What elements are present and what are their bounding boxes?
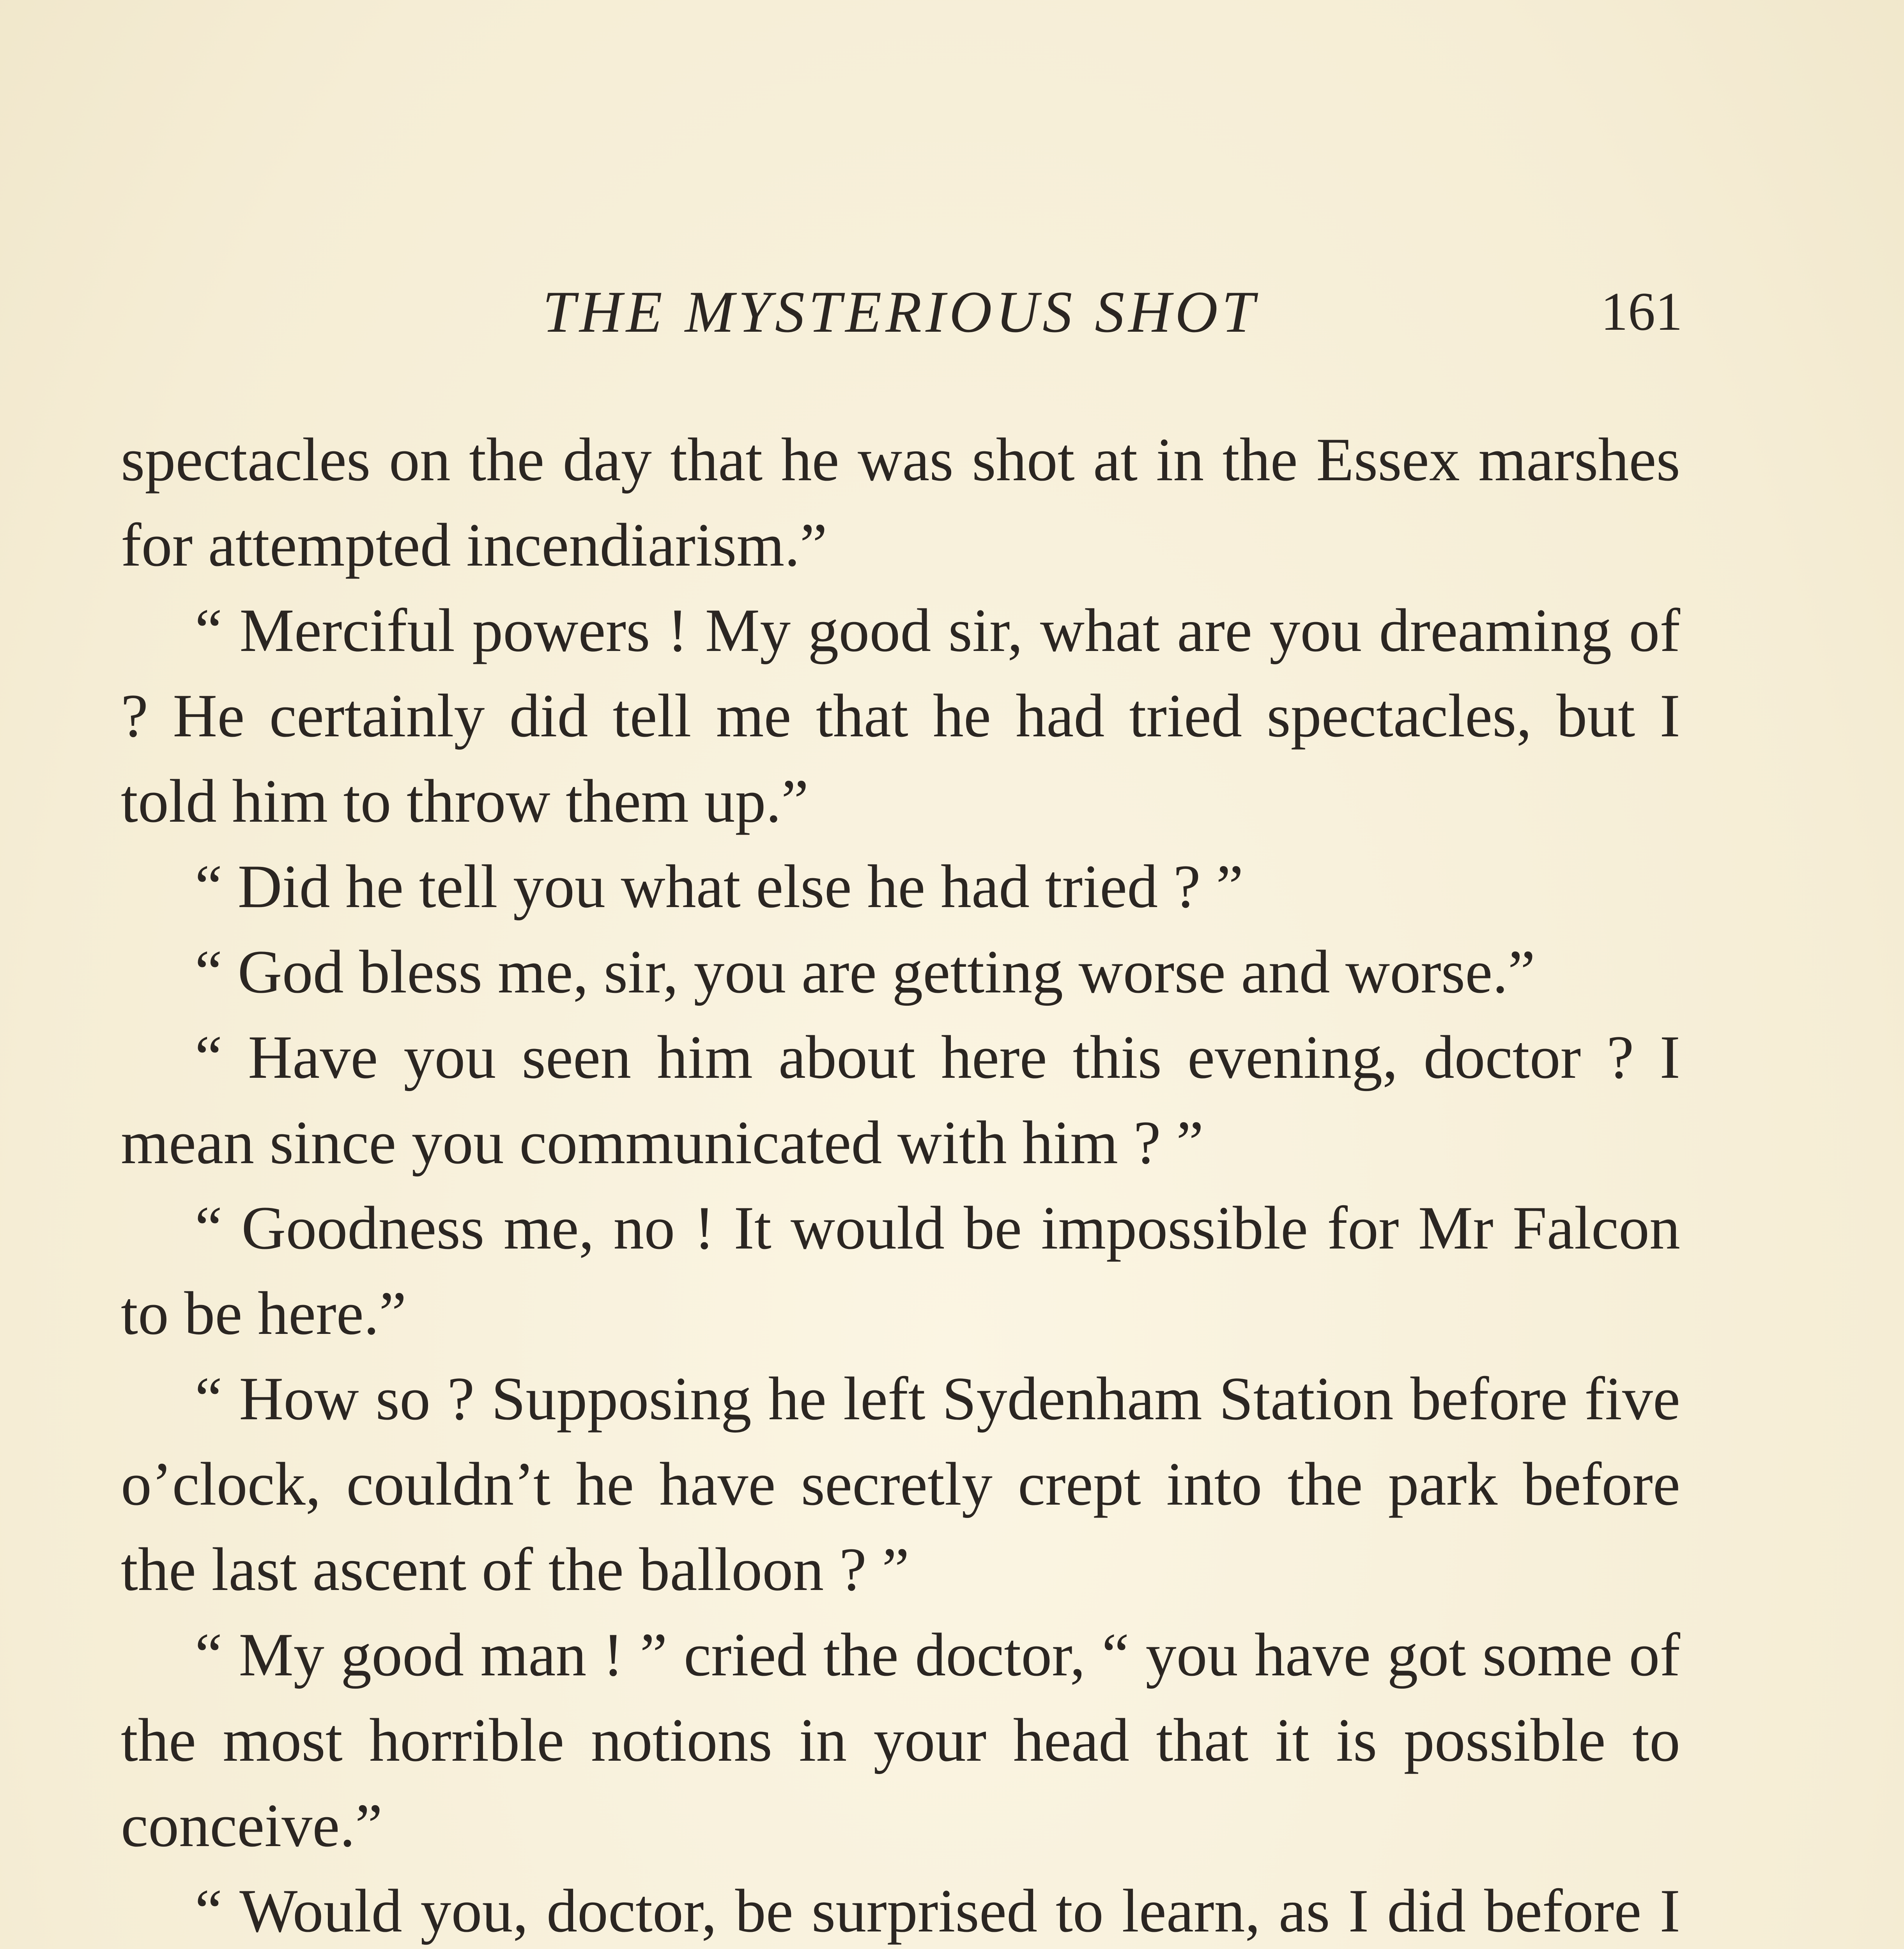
page-number: 161	[1601, 281, 1683, 342]
paragraph: “ Did he tell you what else he had tried ? ”	[195, 852, 1244, 921]
paragraph: “ Would you, doctor, be surprised to learn, as I did before I	[195, 1877, 1680, 1945]
paragraph: “ Goodness me, no ! It would be impossible for Mr Falcon to be here.”	[121, 1194, 1680, 1348]
page-header	[121, 273, 1683, 351]
running-title: THE MYSTERIOUS SHOT	[542, 279, 1259, 345]
paragraph: “ Have you seen him about here this evening, doctor ? I mean since you communicated with him ? ”	[121, 1023, 1680, 1177]
paragraph: spectacles on the day that he was shot at in the Essex marshes for attempted incendiarism.”	[121, 426, 1680, 579]
body-text	[121, 417, 1680, 1949]
paragraph: “ How so ? Supposing he left Sydenham Station before five o’clock, couldn’t he have secretly crept into the park before the last ascent of the balloon ? ”	[121, 1365, 1680, 1604]
paragraph: “ God bless me, sir, you are getting worse and worse.”	[195, 938, 1536, 1006]
paragraph: “ Merciful powers ! My good sir, what are you dreaming of ? He certainly did tell me that he had tried spectacles, but I told him to throw them up.”	[121, 596, 1680, 835]
paragraph: “ My good man ! ” cried the doctor, “ you have got some of the most horrible notions in your head that it is possible to conceive.”	[121, 1621, 1680, 1860]
